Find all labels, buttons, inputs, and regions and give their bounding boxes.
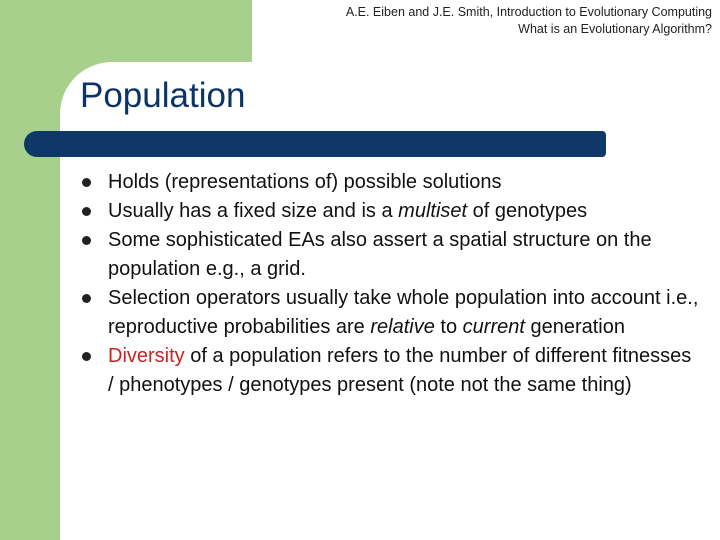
slide-title: Population (80, 76, 246, 115)
bullet-item (82, 168, 702, 197)
bullet-dot-icon (82, 178, 91, 187)
slide-header (346, 4, 712, 38)
bullet-text: of genotypes (467, 200, 588, 222)
emphasis-text: multiset (398, 200, 468, 222)
emphasis-text: current (462, 316, 525, 338)
bullet-dot-icon (82, 294, 91, 303)
bullet-list (82, 168, 702, 400)
header-line-2: What is an Evolutionary Algorithm? (518, 22, 712, 36)
bullet-dot-icon (82, 207, 91, 216)
bullet-item (82, 342, 702, 400)
bullet-text: generation (524, 316, 625, 338)
bullet-dot-icon (82, 352, 91, 361)
accent-text: Diversity (108, 345, 185, 367)
header-line-1: A.E. Eiben and J.E. Smith, Introduction to Evolutionary Computing (345, 5, 712, 19)
bullet-item (82, 284, 702, 342)
emphasis-text: relative (370, 316, 435, 338)
bullet-text: of a population refers to the number of different fitnesses / phenotypes / genotypes present (note not the same thing) (108, 345, 692, 396)
title-underline-bar (24, 131, 606, 157)
bullet-text: to (434, 316, 463, 338)
bullet-text: Some sophisticated EAs also assert a spatial structure on the population e.g., a grid. (108, 229, 652, 280)
bullet-text: Selection operators usually take whole population into account i.e., reproductive probabilities are (108, 287, 699, 338)
bullet-item (82, 226, 702, 284)
bullet-dot-icon (82, 236, 91, 245)
sidebar-decoration (0, 0, 60, 540)
bullet-item (82, 197, 702, 226)
bullet-text: Holds (representations of) possible solutions (108, 171, 502, 193)
bullet-text: Usually has a fixed size and is a (108, 200, 399, 222)
topbar-decoration (0, 0, 252, 62)
